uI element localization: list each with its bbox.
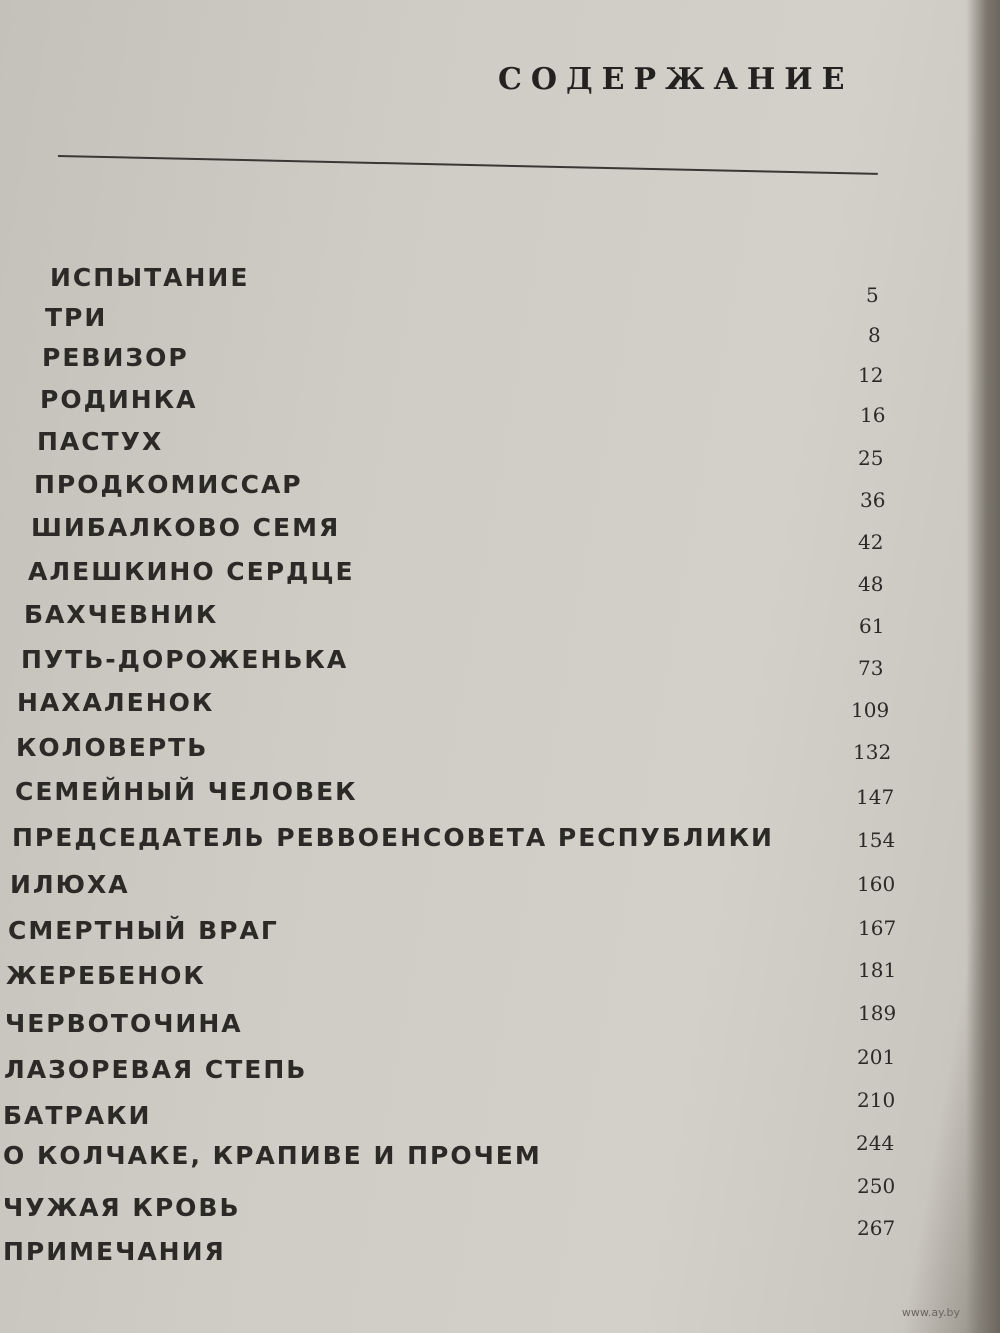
toc-entry-title: СМЕРТНЫЙ ВРАГ [8, 916, 279, 945]
toc-entry-page: 109 [851, 698, 890, 722]
toc-entry-page: 167 [858, 916, 897, 940]
toc-entry-page: 189 [858, 1001, 897, 1025]
toc-entry-title: РЕВИЗОР [42, 343, 189, 372]
toc-entry-title: ПРЕДСЕДАТЕЛЬ РЕВВОЕНСОВЕТА РЕСПУБЛИКИ [12, 823, 774, 852]
toc-entry-title: БАТРАКИ [3, 1101, 152, 1130]
toc-entry-page: 12 [858, 363, 884, 387]
toc-entry-page: 36 [860, 488, 886, 512]
toc-entry-page: 244 [856, 1131, 895, 1155]
toc-entry-title: ЧУЖАЯ КРОВЬ [3, 1193, 241, 1222]
toc-entry-page: 147 [856, 785, 895, 809]
toc-entry-page: 16 [860, 403, 886, 427]
toc-entry-title: ПАСТУХ [37, 427, 164, 456]
toc-entry-page: 132 [853, 740, 892, 764]
toc-entry-page: 5 [866, 283, 879, 307]
toc-entry-title: ЛАЗОРЕВАЯ СТЕПЬ [4, 1055, 308, 1084]
toc-entry-title: ПРИМЕЧАНИЯ [3, 1237, 226, 1266]
toc-entry-page: 25 [858, 446, 884, 470]
toc-entry-page: 160 [857, 872, 896, 896]
toc-entry-page: 210 [857, 1088, 896, 1112]
toc-entry-title: НАХАЛЕНОК [17, 688, 215, 717]
toc-entry-title: АЛЕШКИНО СЕРДЦЕ [28, 557, 355, 586]
toc-entry-page: 8 [868, 323, 881, 347]
toc-entry-page: 48 [858, 572, 884, 596]
toc-entry-title: ЖЕРЕБЕНОК [6, 961, 206, 990]
page-title: СОДЕРЖАНИЕ [498, 62, 854, 97]
toc-entry-title: ИСПЫТАНИЕ [50, 263, 250, 292]
toc-entry-page: 61 [859, 614, 885, 638]
watermark: www.ay.by [901, 1306, 960, 1319]
toc-entry-title: КОЛОВЕРТЬ [16, 733, 209, 762]
toc-entry-title: ЧЕРВОТОЧИНА [5, 1009, 243, 1038]
toc-entry-page: 73 [858, 656, 884, 680]
toc-entry-title: О КОЛЧАКЕ, КРАПИВЕ И ПРОЧЕМ [3, 1141, 542, 1170]
toc-entry-page: 267 [857, 1216, 896, 1240]
toc-entry-page: 42 [858, 530, 884, 554]
toc-entry-page: 154 [857, 828, 896, 852]
toc-entry-title: ПУТЬ-ДОРОЖЕНЬКА [21, 645, 349, 674]
toc-entry-page: 181 [858, 958, 897, 982]
toc-entry-title: ПРОДКОМИССАР [34, 470, 303, 499]
toc-entry-title: РОДИНКА [40, 385, 198, 414]
toc-entry-title: БАХЧЕВНИК [24, 600, 219, 629]
toc-entry-title: ТРИ [45, 303, 108, 332]
toc-entry-page: 201 [857, 1045, 896, 1069]
toc-entry-title: ШИБАЛКОВО СЕМЯ [31, 513, 341, 542]
toc-entry-page: 250 [857, 1174, 896, 1198]
toc-entry-title: СЕМЕЙНЫЙ ЧЕЛОВЕК [15, 777, 358, 806]
toc-entry-title: ИЛЮХА [10, 870, 130, 899]
